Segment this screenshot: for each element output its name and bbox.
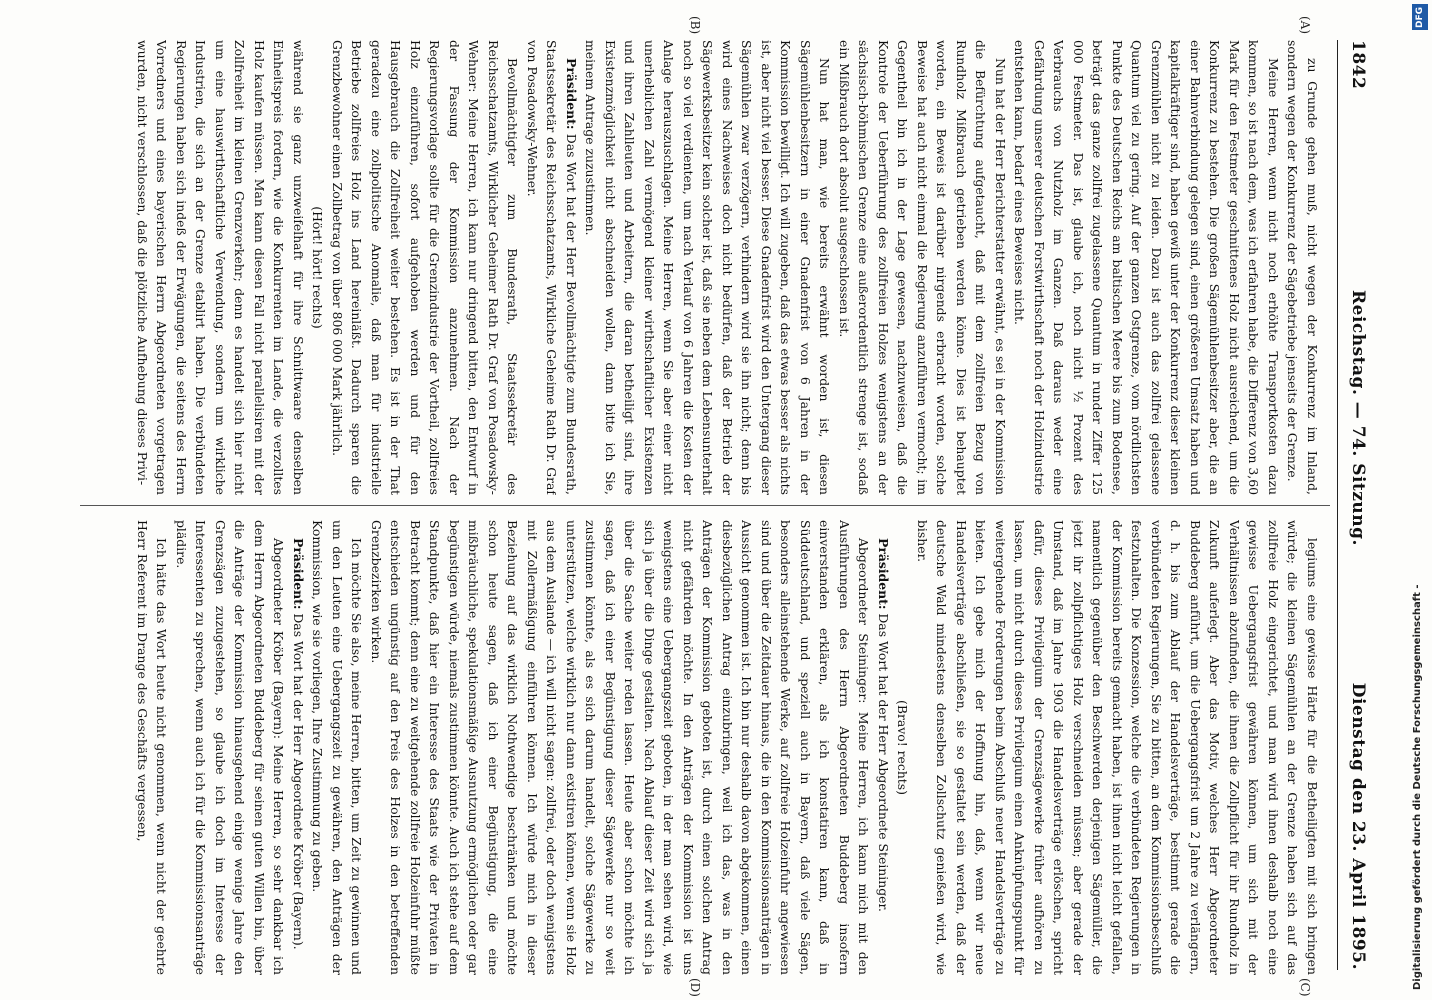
paragraph-text: legiums eine gewisse Härte für die Betheiligten mit sich bringen würde; die kleinen Sägemühlen an der Grenze haben sich auf das zollfreie Holz eingerichtet, und man wird ihnen deshalb noch eine gewisse Uebergangsfrist gewähren können, um sich mit der Verhältnissen abzufinden, die ihnen die Zollpflicht für ihr Rundholz in Zukunft auferlegt. Aber das Motiv, welches Herr Abgeordneter Buddeberg anführt, um die Uebergangsfrist um 2 Jahre zu verlängern, d. h. bis zum Ablauf der Handelsverträge, bestimmt gerade die verbündeten Regierungen, Sie zu bitten, an dem Kommissionsbeschluß festzuhalten. Die Konzession, welche die verbündeten Regierungen in der Kommission bereits gemacht haben, ist ihnen nicht leicht gefallen, namentlich gegenüber den Beschwerden derjenigen Sägemüller, die jetzt ihr zollpflichtiges Holz verschneiden müssen; aber gerade der Umstand, daß im Jahre 1903 die Handelsverträge erlöschen, spricht dafür, dieses Privilegium der Grenzsägewerke früher aufhören zu lassen, um nicht durch dieses Privilegium einen Anknüpfungspunkt für weitergehende Forderungen beim Abschluß neuer Handelsverträge zu bieten. Ich gebe mich der Hoffnung hin, daß, wenn wir neue Handelsverträge abschließen, sie so gestaltet sein werden, daß der deutsche Wald mindestens denselben Zollschutz genießen wird, wie bisher. [915,520,1320,975]
speaker-label: Präsident: [291,538,306,610]
paragraph-text: während sie ganz unzweifelhaft für ihre Schnittwaare denselben Einheitspreis fordern, wie die Konkurrenten im Lande, die verzolltes Holz kaufen müssen. Man kann diesen Fall nicht parallelisiren mit der Zollfreiheit im kleinen Grenzverkehr; denn es handelt sich hier nicht um eine hauswirthschaftliche Verwendung, sondern um wirkliche Industrien, die sich an der Grenze etablirt haben. Die verbündeten Regierungen haben sich indeß der Erwägungen, die seitens des Herrn Vorredners und eines bayerischen Herrn Abgeordneten vorgetragen wurden, nicht verschlossen, daß die plötzliche Aufhebung dieses Privi- [135,40,306,495]
paragraph [835,40,1011,495]
paragraph [581,40,835,495]
paragraph [308,40,328,495]
paragraph-text: Nun hat der Herr Berichterstatter erwähnt, es sei in der Kommission die Befürchtung aufgetaucht, daß mit dem zollfreien Bezug von Rundholz Mißbrauch getrieben werden könne. Dies ist behauptet worden, ein Beweis ist darüber nirgends erbracht worden, solche Beweise hat auch nicht einmal die Regierung anzuführen vermocht; im Gegentheil bin ich in der Lage gewesen, nachzuweisen, daß die Kontrole der Ueberführung des zollfreien Holzes wenigstens an der sächsisch-böhmischen Grenze eine außerordentlich strenge ist, sodaß ein Mißbrauch dort absolut ausgeschlossen ist. [837,40,1008,495]
page-header-session: Reichstag. — 74. Sitzung. [1348,290,1368,546]
digitization-credit-text: Digitalisierung gefördert durch die Deutsche Forschungsgemeinschaft - [1412,584,1423,990]
page-header [1338,40,1368,970]
paragraph-text: (Bravo! rechts) [895,700,911,795]
paragraph-text: Ich möchte Sie also, meine Herren, bitten, um Zeit zu gewinnen und um den Leuten eine Uebergangszeit zu gewähren, den Anträgen der Kommission, wie sie vorliegen, Ihre Zustimmung zu geben. [310,520,365,975]
right-text-column [82,520,1322,975]
printed-page [52,0,1382,1000]
paragraph [133,40,309,495]
paragraph-text: Abgeordneter Kröber (Bayern): Meine Herren, so sehr dankbar ich dem Herrn Abgeordneten Buddeberg für seinen guten Willen bin, über die Anträge der Kommission hinausgehend einige wenige Jahre den Grenzsägen zuzugestehen, so glaube ich doch im Interesse der Interessenten zu sprechen, wenn auch ich für die Kommissionsanträge plädire. [174,520,287,975]
paragraph-text: Ich hätte das Wort heute nicht genommen, wenn nicht der geehrte Herr Referent im Drange des Geschäfts vergessen, [135,520,170,975]
paragraph [1283,40,1322,495]
paragraph [874,520,894,975]
paragraph [308,520,367,975]
margin-label-d: (D) [688,978,702,997]
dfg-logo: DFG [1412,4,1428,30]
paragraph-text: Meine Herren, wenn nicht noch erhöhte Transportkosten dazu kommen, so ist nach dem, was ich erfahren habe, die Differenz von 3,60 Mark für den Festmeter geschnittenes Holz nicht ausreichend, um die Konkurrenz zu bestehen. Die großen Sägemühlenbesitzer aber, die an einer Bahnverbindung gelegen sind, einen größeren Umsatz haben und kapitalkräftiger sind, haben gewiß unter der Konkurrenz dieser kleinen Grenzmühlen nicht zu leiden. Dazu ist auch das zollfrei gelassene Quantum viel zu gering. Auf der ganzen Ostgrenze, vom nördlichsten Punkte des Deutschen Reichs am baltischen Meere bis zum Bodensee, beträgt das ganze zollfrei zugelassene Quantum in runder Ziffer 125 000 Festmeter. Das ist, glaube ich, noch nicht ½ Prozent des Verbrauchs von Nutzholz im Ganzen. Daß daraus weder eine Gefährdung unserer deutschen Forstwirthschaft noch der Holzindustrie entstehen kann, bedarf eines Beweises nicht. [1012,40,1281,495]
left-text-column [82,40,1322,495]
paragraph-text: Das Wort hat der Herr Abgeordnete Steininger. [876,613,891,912]
margin-label-b: (B) [688,16,702,35]
paragraph [133,520,172,975]
column-divider [80,505,1330,506]
paragraph [289,520,309,975]
paragraph-text: Abgeordneter Steininger: Meine Herren, ich kann mich mit den Ausführungen des Herrn Abgeordneten Buddeberg insofern einverstanden erklären, als ich konstatiren kann, daß in Süddeutschland, und speziell auch in Bayern, daß viele Sägen, besonders alleinstehende Werke, auf zollfreie Holzeinfuhr angewiesen sind und über die Zeitdauer hinaus, die in den Kommissionsanträgen in Aussicht genommen ist. Ich bin nur deshalb davon abgekommen, einen diesbezüglichen Antrag einzubringen, weil ich das, was in den Anträgen der Kommission geboten ist, durch einen solchen Antrag nicht gefährden möchte. In den Anträgen der Kommission ist uns wenigstens eine Uebergangszeit geboten, in der man sehen wird, wie sich ja über die Dinge gestalten. Nach Ablauf dieser Zeit wird sich ja über die Sache weiter reden lassen. Heute aber schon möchte ich sagen, daß ich einer Begünstigung dieser Sägewerke nur so weit zustimmen könnte, als es sich darum handelt, solche Sägewerke zu unterstützen, welche wirklich nur dann existiren können, wenn sie Holz aus dem Auslande — ich will nicht sagen: zollfrei, oder doch wenigstens mit Zollermäßigung einführen können. Ich würde mich in dieser Beziehung auf das wirklich Nothwendige beschränken und möchte schon heute sagen, daß ich einer Begünstigung, die eine mißbräuchliche, spekulationsmäßige Ausnutzung ermöglichen oder gar begünstigen würde, niemals zustimmen könnte. Auch ich stehe auf dem Standpunkte, daß hier ein Interesse des Staats wie der Privaten in Betracht kommt; denn eine zu weitgehende zollfreie Holzeinfuhr müßte entschieden ungünstig auf den Preis des Holzes in den betreffenden Grenzbezirken wirken. [369,520,872,975]
paragraph-text: Bevollmächtigter zum Bundesrath, Staatssekretär des Reichsschatzamts, Wirklicher Geheimer Rath Dr. Graf von Posadowsky-Wehner: Meine Herren, ich kann nur dringend bitten, den Entwurf in der Fassung der Kommission anzunehmen. Nach der Regierungsvorlage sollte für die Grenzindustrie der Vortheil, zollfreies Holz einzuführen, sofort aufgehoben werden und für den Hausgebrauch die Zollfreiheit weiter bestehen. Es ist in der That geradezu eine zollpolitische Anomalie, daß man für industrielle Betriebe zollfreies Holz ins Land hereinläßt. Dadurch sparen die Grenzbewohner einen Zollbetrag von über 806 000 Mark jährlich. [330,40,521,495]
paragraph-text: Nun hat man, wie bereits erwähnt worden ist, diesen Sägemühlenbesitzern in einer Gnadenfrist von 6 Jahren in der Kommission bewilligt. Ich will zugeben, daß das etwas besser als nichts ist, aber nicht viel besser. Diese Gnadenfrist wird den Untergang dieser Sägemühlen zwar verzögern, verhindern wird sie ihn nicht; denn bis wird eines Nachweises doch nicht bedürfen, daß der Betrieb der Sägewerksbesitzer kein solcher ist, daß sie neben dem Lebensunterhalt noch so viel verdienten, um nach Verlauf von 6 Jahren die Kosten der Anlage herauszuschlagen. Meine Herren, wenn Sie aber einer nicht unerheblichen Zahl vermögend kleiner wirthschaftlicher Existenzen und ihren Zahlleuten und Arbeitern, die daran betheiligt sind, ihre Existenzmöglichkeit nicht abschneiden wollen, dann bitte ich Sie, meinem Antrage zuzustimmen. [583,40,833,495]
paragraph-text: (Hört! hört! rechts) [310,206,326,329]
page-header-date: Dienstag den 23. April 1895. [1348,682,1368,970]
paragraph-text: Das Wort hat der Herr Bevollmächtigte zum Bundesrath, Staatssekretär des Reichsschatzamts, Wirkliche Geheime Rath Dr. Graf von Posadowsky-Wehner. [525,40,579,495]
paragraph [1010,40,1283,495]
speaker-label: Präsident: [876,538,891,610]
speaker-label: Präsident: [564,58,579,130]
margin-label-a: (A) [1298,16,1312,35]
margin-label-c: (C) [1298,978,1312,997]
paragraph [328,40,523,495]
paragraph [172,520,289,975]
digitization-credit [1408,0,1432,1000]
paragraph [893,520,913,975]
paragraph [523,40,582,495]
paragraph [367,520,874,975]
page-number: 1842 [1348,40,1368,90]
paragraph-text: zu Grunde gehen muß, nicht wegen der Konkurrenz im Inland, sondern wegen der Konkurrenz der Sägebetriebe jenseits der Grenze. [1285,40,1320,495]
paragraph [913,520,1323,975]
header-rule [1337,40,1338,970]
paragraph-text: Das Wort hat der Herr Abgeordnete Kröber (Bayern). [291,613,306,950]
